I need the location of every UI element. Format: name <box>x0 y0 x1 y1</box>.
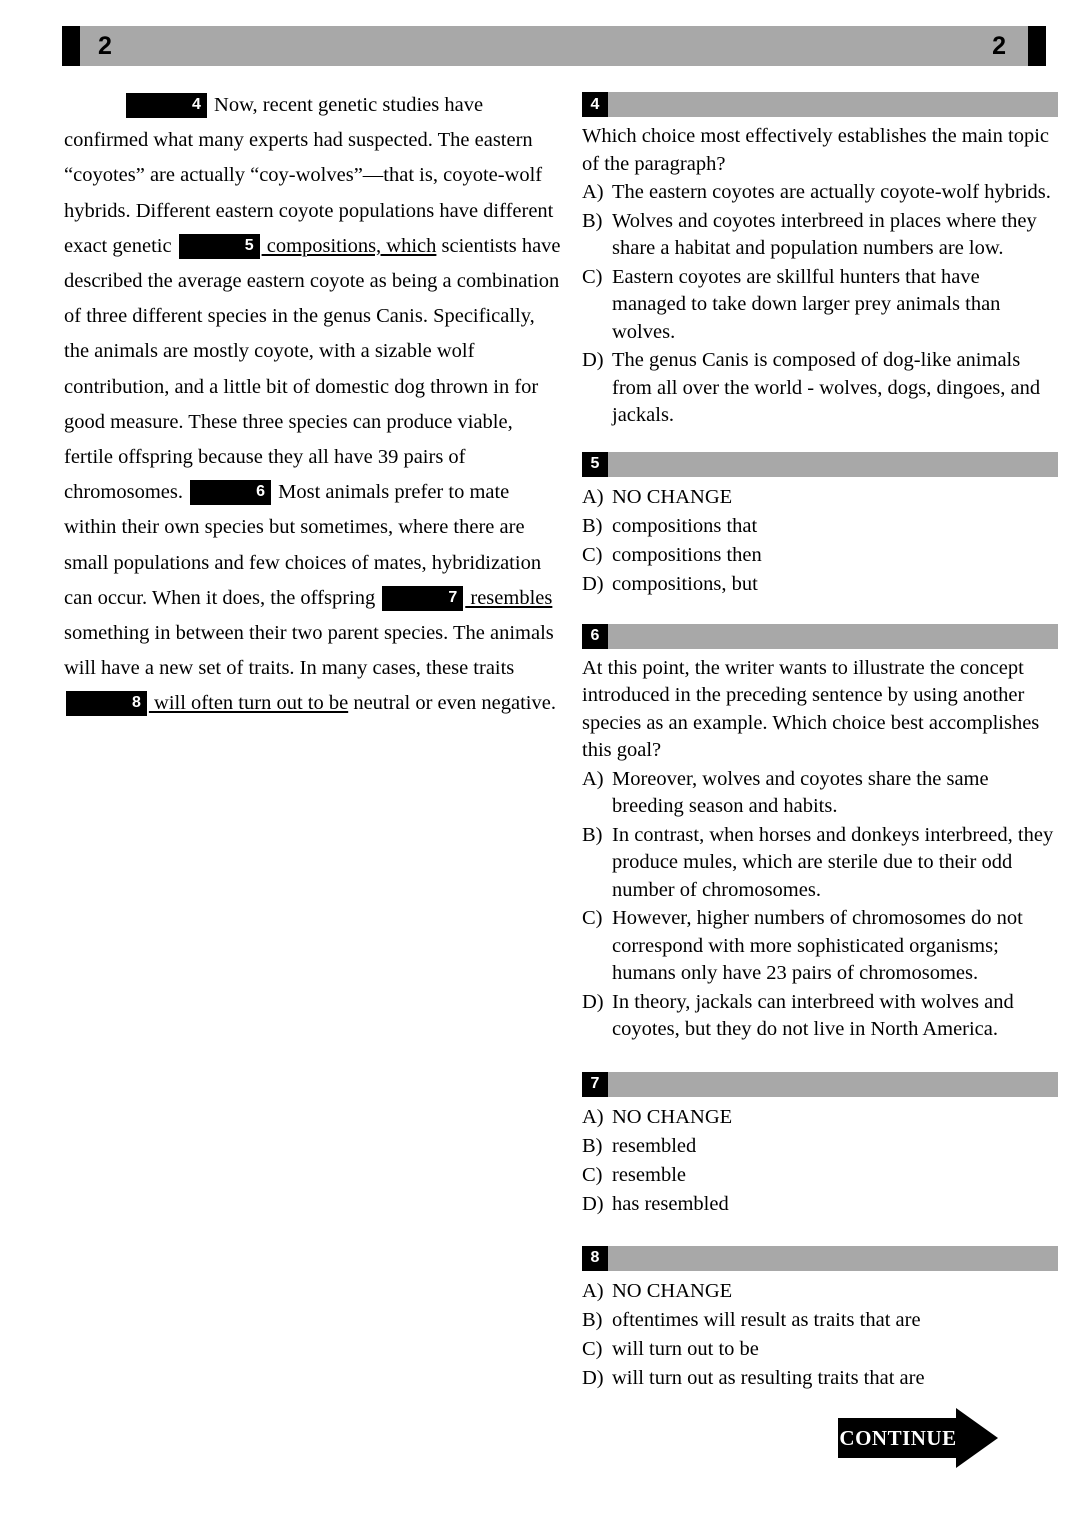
question-6-bar <box>582 624 1058 649</box>
question-4 <box>582 92 1058 430</box>
choice-4-d-letter: D) <box>582 349 604 371</box>
choice-5-c[interactable] <box>582 541 1058 569</box>
question-4-choices <box>582 179 1058 430</box>
passage-text-segment: scientists have described the average eastern coyote as being a combination of three different species in the genus Canis. Specifically, the animals are mostly coyote, with a sizable wolf contribution, and a little bit of domestic dog thrown in for good measure. These three species can produce viable, fertile offspring because they all have 39 pairs of chromosomes. <box>64 234 561 504</box>
choice-7-a-text: NO CHANGE <box>612 1105 733 1128</box>
continue-arrow-head <box>956 1408 998 1468</box>
choice-6-a-text: Moreover, wolves and coyotes share the same breeding season and habits. <box>612 767 989 817</box>
passage-text-segment: neutral or even negative. <box>348 692 556 715</box>
question-7 <box>582 1072 1058 1218</box>
choice-4-d[interactable] <box>582 347 1058 430</box>
passage-underlined-segment: resembles <box>465 586 553 609</box>
choice-6-b-text: In contrast, when horses and donkeys interbreed, they produce mules, which are sterile due to their odd number of chromosomes. <box>612 823 1054 901</box>
choice-7-c-letter: C) <box>582 1163 603 1186</box>
passage-paragraph <box>64 88 564 722</box>
choice-4-c-text: Eastern coyotes are skillful hunters that have managed to take down larger prey animals than wolves. <box>612 265 1001 343</box>
choice-7-b[interactable] <box>582 1132 1058 1160</box>
passage-question-marker-5: 5 <box>179 234 260 259</box>
question-8-bar <box>582 1246 1058 1271</box>
passage-underlined-segment: will often turn out to be <box>148 692 349 715</box>
passage-text-segment: Now, recent genetic studies have confirmed what many experts had suspected. The eastern “coyotes” are actually “coy-wolves”—that is, coyote-wolf hybrids. Different eastern coyote populations have different exact genetic <box>64 94 554 257</box>
question-7-choices <box>582 1103 1058 1218</box>
choice-6-a-letter: A) <box>582 767 604 790</box>
question-6-choices <box>582 766 1058 1044</box>
header-right-cap <box>1028 26 1046 66</box>
passage-question-marker-7: 7 <box>382 586 463 611</box>
choice-6-b[interactable] <box>582 822 1058 905</box>
question-7-number: 7 <box>582 1072 608 1097</box>
choice-5-b-text: compositions that <box>612 514 758 537</box>
choice-8-b[interactable] <box>582 1306 1058 1334</box>
choice-5-c-text: compositions then <box>612 543 762 566</box>
question-5 <box>582 452 1058 598</box>
choice-5-a-letter: A) <box>582 485 604 508</box>
choice-8-d-text: will turn out as resulting traits that are <box>612 1366 925 1389</box>
choice-8-a-text: NO CHANGE <box>612 1279 733 1302</box>
choice-5-c-letter: C) <box>582 543 603 566</box>
choice-7-c-text: resemble <box>612 1163 686 1186</box>
choice-6-b-letter: B) <box>582 823 603 846</box>
choice-4-a[interactable] <box>582 179 1058 207</box>
choice-6-d[interactable] <box>582 989 1058 1044</box>
passage-question-marker-6: 6 <box>190 480 271 505</box>
question-4-number: 4 <box>582 92 608 117</box>
question-8-choices <box>582 1277 1058 1392</box>
choice-8-d[interactable] <box>582 1364 1058 1392</box>
question-5-number: 5 <box>582 452 608 477</box>
passage-question-marker-4: 4 <box>126 93 207 118</box>
choice-7-d[interactable] <box>582 1190 1058 1218</box>
choice-5-d-letter: D) <box>582 572 604 595</box>
continue-label: CONTINUE <box>839 1425 957 1450</box>
passage-text-segment: Most animals prefer to mate within their own species but sometimes, where there are small populations and few choices of mates, hybridization can occur. When it does, the offspring <box>64 481 542 609</box>
choice-8-a-letter: A) <box>582 1279 604 1302</box>
choice-4-a-letter: A) <box>582 181 604 203</box>
choice-7-a-letter: A) <box>582 1105 604 1128</box>
choice-7-a[interactable] <box>582 1103 1058 1131</box>
passage-text-segment: something in between their two parent species. The animals will have a new set of traits. In many cases, these traits <box>64 622 554 680</box>
question-5-bar <box>582 452 1058 477</box>
choice-8-c[interactable] <box>582 1335 1058 1363</box>
choice-8-c-letter: C) <box>582 1337 603 1360</box>
choice-8-c-text: will turn out to be <box>612 1337 759 1360</box>
question-4-stem: Which choice most effectively establishes the main topic of the paragraph? <box>582 125 1049 175</box>
choice-4-c[interactable] <box>582 264 1058 347</box>
choice-4-b-letter: B) <box>582 209 603 232</box>
choice-4-b[interactable] <box>582 208 1058 263</box>
question-6-stem: At this point, the writer wants to illustrate the concept introduced in the preceding sentence by using another species as an example. Which choice best accomplishes this goal? <box>582 656 1040 761</box>
choice-5-a-text: NO CHANGE <box>612 485 733 508</box>
choice-8-d-letter: D) <box>582 1366 604 1389</box>
choice-6-a[interactable] <box>582 766 1058 821</box>
continue-arrow <box>838 1408 998 1468</box>
passage-question-marker-8: 8 <box>66 691 147 716</box>
choice-7-b-text: resembled <box>612 1134 697 1157</box>
choice-8-b-letter: B) <box>582 1308 603 1331</box>
choice-6-d-text: In theory, jackals can interbreed with wolves and coyotes, but they do not live in North America. <box>612 990 1014 1040</box>
choice-5-b-letter: B) <box>582 514 603 537</box>
question-8-number: 8 <box>582 1246 608 1271</box>
page-number-left: 2 <box>98 31 112 60</box>
questions-column <box>582 92 1058 1402</box>
continue-arrow-body <box>838 1418 958 1458</box>
choice-7-d-letter: D) <box>582 1192 604 1215</box>
choice-4-d-text: The genus Canis is composed of dog-like animals from all over the world - wolves, dogs, dingoes, and jackals. <box>612 349 1041 426</box>
choice-7-d-text: has resembled <box>612 1192 729 1215</box>
choice-8-b-text: oftentimes will result as traits that are <box>612 1308 921 1331</box>
choice-5-a[interactable] <box>582 483 1058 511</box>
choice-4-c-letter: C) <box>582 265 603 288</box>
question-5-choices <box>582 483 1058 598</box>
page-header <box>62 26 1046 66</box>
choice-7-b-letter: B) <box>582 1134 603 1157</box>
question-6 <box>582 624 1058 1044</box>
choice-6-d-letter: D) <box>582 990 604 1013</box>
question-8 <box>582 1246 1058 1392</box>
choice-4-b-text: Wolves and coyotes interbreed in places where they share a habitat and population numbers are low. <box>612 209 1037 259</box>
question-6-number: 6 <box>582 624 608 649</box>
choice-7-c[interactable] <box>582 1161 1058 1189</box>
question-7-bar <box>582 1072 1058 1097</box>
choice-5-d-text: compositions, but <box>612 572 758 595</box>
choice-5-b[interactable] <box>582 512 1058 540</box>
choice-6-c[interactable] <box>582 905 1058 988</box>
question-4-bar <box>582 92 1058 117</box>
choice-6-c-letter: C) <box>582 907 603 929</box>
choice-6-c-text: However, higher numbers of chromosomes do not correspond with more sophisticated organisms; humans only have 23 pairs of chromosomes. <box>612 907 1023 984</box>
passage-column <box>64 88 564 722</box>
header-left-cap <box>62 26 80 66</box>
choice-4-a-text: The eastern coyotes are actually coyote-wolf hybrids. <box>612 181 1051 203</box>
page-number-right: 2 <box>992 31 1006 60</box>
choice-8-a[interactable] <box>582 1277 1058 1305</box>
choice-5-d[interactable] <box>582 570 1058 598</box>
passage-underlined-segment: compositions, which <box>261 234 437 257</box>
